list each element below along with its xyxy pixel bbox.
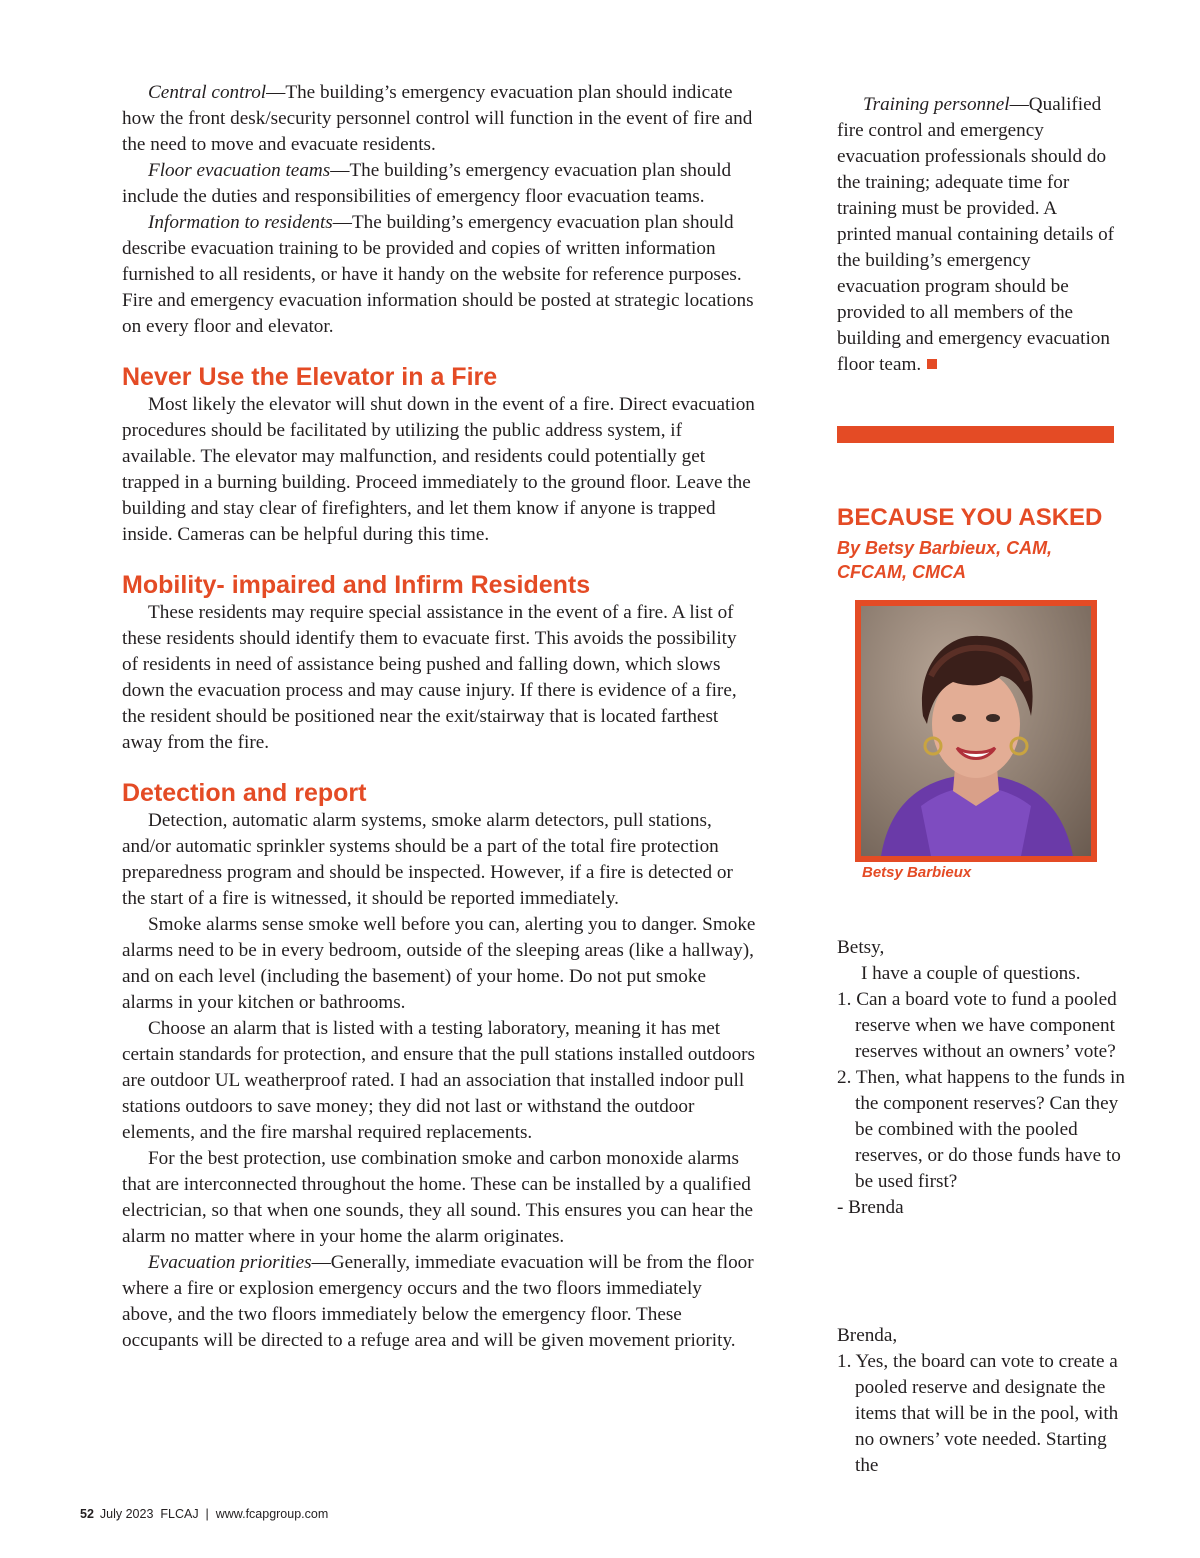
- sidebar-continuation: [837, 92, 1115, 378]
- byline: By Betsy Barbieux, CAM, CFCAM, CMCA: [837, 538, 1053, 582]
- run-in-label: Training personnel: [863, 94, 1010, 115]
- answer-list: [837, 1349, 1127, 1479]
- letter-greeting: Betsy,: [837, 937, 885, 958]
- paragraph-detection-2: Smoke alarms sense smoke well before you can, alerting you to danger. Smoke alarms need to be in every bedroom, outside of the sleeping areas (like a hallway), and on each level (including the basement) of your home. Do not put smoke alarms in your kitchen or bathrooms.: [122, 914, 756, 1013]
- question-list: [837, 987, 1127, 1195]
- paragraph-central-control: Central control—The building’s emergency evacuation plan should indicate how the front desk/security personnel control will function in the event of fire and the need to move and evacuate residents.: [122, 82, 753, 155]
- answer-item: 1. Yes, the board can vote to create a pooled reserve and designate the items that will be in the pool, with no owners’ vote needed. Starting the: [837, 1351, 1119, 1476]
- paragraph-information: Information to residents—The building’s emergency evacuation plan should describe evacuation training to be provided and copies of written information furnished to all residents, or have it handy on the website for reference purposes. Fire and emergency evacuation information should be posted at strategic locations on every floor and elevator.: [122, 212, 754, 337]
- paragraph-detection-1: Detection, automatic alarm systems, smoke alarm detectors, pull stations, and/or automatic sprinkler systems should be a part of the total fire protection preparedness program and should be inspected. However, if a fire is detected or the start of a fire is witnessed, it should be reported immediately.: [122, 810, 733, 909]
- end-of-article-mark: [927, 359, 937, 369]
- paragraph-mobility: These residents may require special assistance in the event of a fire. A list of these residents should identify them to evacuate first. This avoids the possibility of residents in need of assistance being pushed and falling down, which slows down the evacuation process and may cause injury. If there is evidence of a fire, the resident should be positioned near the exit/stairway that is located farthest away from the fire.: [122, 602, 737, 753]
- page-number: 52: [80, 1507, 94, 1521]
- paragraph-evacuation-priorities: Evacuation priorities—Generally, immediate evacuation will be from the floor where a fire or explosion emergency occurs and the two floors immediately above, and the two floors immediately below the emergency floor. These occupants will be directed to a refuge area and will be given movement priority.: [122, 1252, 754, 1351]
- question-item: 2. Then, what happens to the funds in the component reserves? Can they be combined with the pooled reserves, or do those funds have to be used first?: [837, 1067, 1125, 1192]
- paragraph-floor-teams: Floor evacuation teams—The building’s emergency evacuation plan should include the duties and responsibilities of emergency floor evacuation teams.: [122, 160, 732, 207]
- paragraph-training: Training personnel—Qualified fire control and emergency evacuation professionals should do the training; adequate time for training must be provided. A printed manual containing details of the building’s emergency evacuation program should be provided to all members of the building and emergency evacuation floor team.: [837, 94, 1115, 375]
- photo-caption: Betsy Barbieux: [862, 864, 972, 881]
- run-in-label: Information to residents: [148, 212, 333, 233]
- paragraph-detection-4: For the best protection, use combination smoke and carbon monoxide alarms that are interconnected throughout the home. These can be installed by a qualified electrician, so that when one sounds, they all sound. This ensures you can hear the alarm no matter where in your home the alarm originates.: [122, 1148, 754, 1247]
- author-photo: [855, 600, 1097, 862]
- paragraph-detection-3: Choose an alarm that is listed with a testing laboratory, meaning it has met certain standards for protection, and ensure that the pull stations installed outdoors are outdoor UL weatherproof rated. I had an association that installed indoor pull stations outdoors to save money; they did not last or withstand the outdoor elements, and the fire marshal required replacements.: [122, 1018, 756, 1143]
- heading-mobility: Mobility- impaired and Infirm Residents: [122, 571, 591, 599]
- paragraph-elevator: Most likely the elevator will shut down in the event of a fire. Direct evacuation procedures should be facilitated by utilizing the public address system, if available. The elevator may malfunction, and residents could potentially get trapped in a burning building. Proceed immediately to the ground floor. Leave the building and stay clear of firefighters, and let them know if anyone is trapped inside. Cameras can be helpful during this time.: [122, 394, 755, 545]
- portrait-illustration: [861, 606, 1091, 856]
- heading-detection: Detection and report: [122, 779, 367, 807]
- question-item: 1. Can a board vote to fund a pooled reserve when we have component reserves without an owners’ vote?: [837, 989, 1117, 1062]
- column-title: BECAUSE YOU ASKED: [837, 504, 1103, 531]
- main-article-column: [122, 80, 756, 1354]
- reader-letter: [837, 935, 1127, 1221]
- author-reply: [837, 1323, 1127, 1479]
- letter-signoff: - Brenda: [837, 1197, 904, 1218]
- run-in-label: Central control: [148, 82, 267, 103]
- heading-elevator: Never Use the Elevator in a Fire: [122, 363, 498, 391]
- reply-greeting: Brenda,: [837, 1325, 898, 1346]
- run-in-label: Floor evacuation teams: [148, 160, 331, 181]
- page-footer: [80, 1507, 328, 1521]
- run-in-label: Evacuation priorities: [148, 1252, 312, 1273]
- section-divider-bar: [837, 426, 1114, 443]
- letter-intro: I have a couple of questions.: [861, 963, 1081, 984]
- footer-text: July 2023 FLCAJ | www.fcapgroup.com: [99, 1507, 329, 1521]
